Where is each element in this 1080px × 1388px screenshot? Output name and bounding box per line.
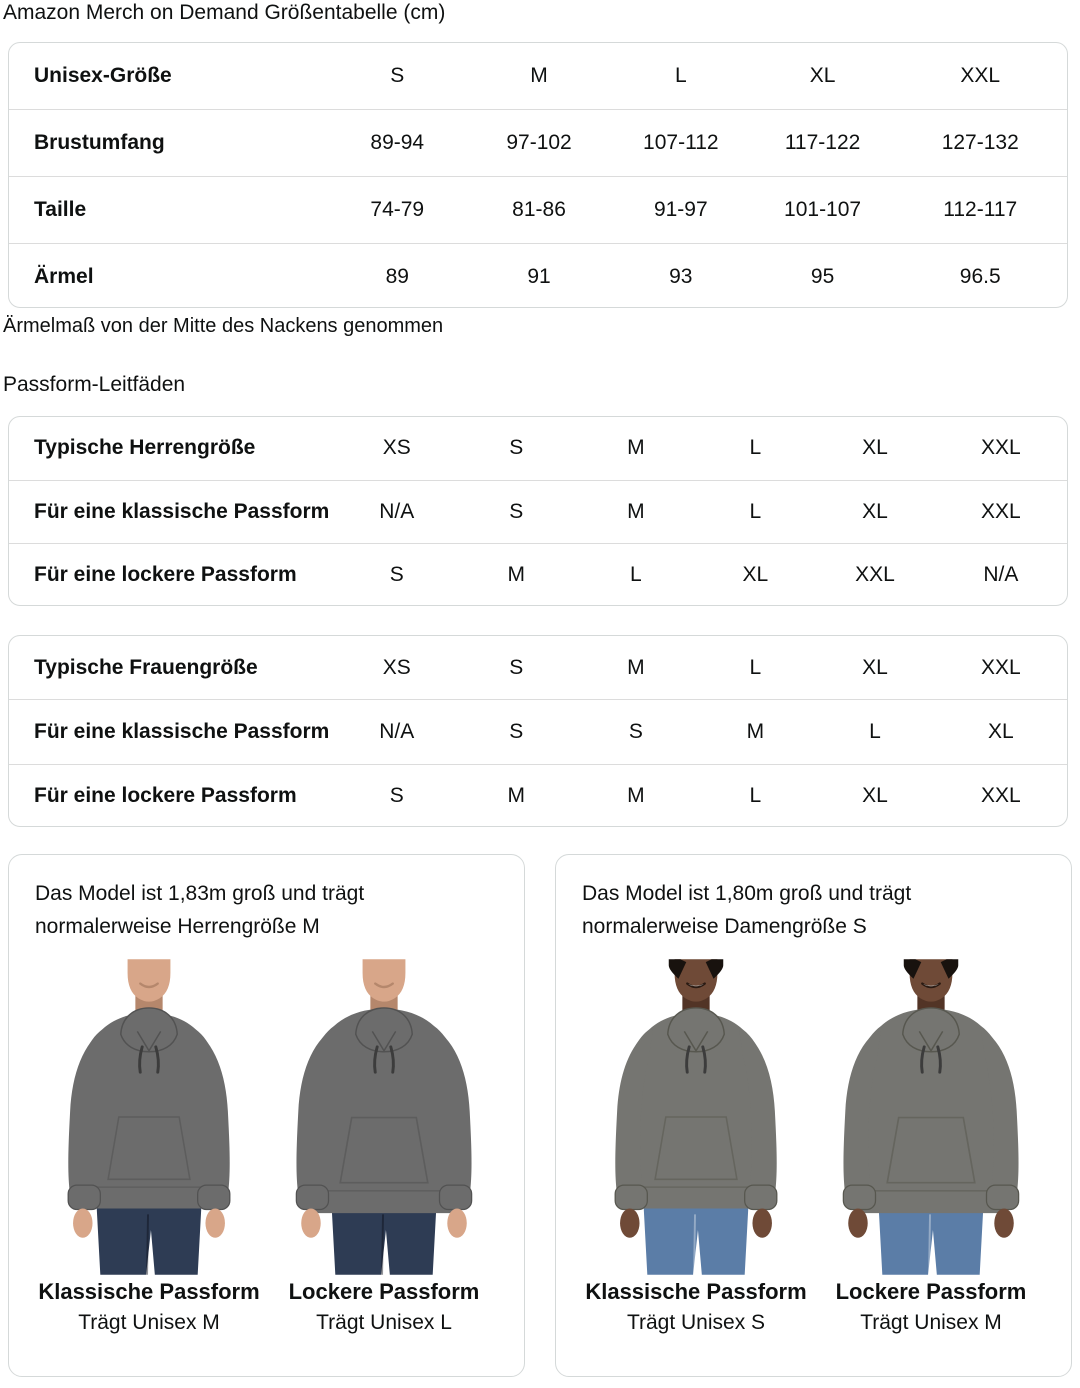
table-row <box>9 480 1067 544</box>
value-cell: XL <box>988 719 1014 743</box>
female-loose-model-photo <box>820 958 1042 1276</box>
mens-fit-table <box>8 416 1068 606</box>
value-cell: 81-86 <box>512 198 566 221</box>
value-cell: S <box>509 719 524 743</box>
value-cell: N/A <box>379 499 415 523</box>
size-label: Trägt Unisex M <box>78 1311 220 1334</box>
table-row <box>9 543 1067 606</box>
value-cell: M <box>746 719 765 743</box>
womens-fit-table <box>8 635 1068 827</box>
value-cell: 89 <box>385 265 409 288</box>
value-cell: L <box>869 719 881 743</box>
value-cell: XL <box>742 563 769 587</box>
value-cell: XS <box>382 655 411 679</box>
table-row <box>9 243 1067 308</box>
size-label: Trägt Unisex L <box>316 1311 452 1334</box>
loose-fit-figure <box>819 958 1044 1335</box>
value-cell: 107-112 <box>643 131 719 154</box>
value-cell: L <box>749 436 762 460</box>
value-cell: XXL <box>981 784 1021 808</box>
value-cell: 112-117 <box>943 198 1018 221</box>
table-row <box>9 43 1067 109</box>
row-label: Unisex-Größe <box>34 64 172 87</box>
classic-fit-figure <box>37 958 262 1335</box>
table-row <box>9 109 1067 176</box>
value-cell: 96.5 <box>959 265 1001 288</box>
size-header-cell: S <box>390 64 405 87</box>
row-label: Typische Herrengröße <box>34 436 256 460</box>
fit-label: Klassische Passform <box>585 1279 807 1304</box>
row-label: Brustumfang <box>34 131 165 154</box>
value-cell: 97-102 <box>506 131 572 154</box>
row-label: Typische Frauengröße <box>34 655 258 679</box>
table-row <box>9 636 1067 699</box>
model-figures <box>35 958 498 1335</box>
page-title: Amazon Merch on Demand Größentabelle (cm) <box>3 1 446 24</box>
male-classic-model-photo <box>38 958 260 1276</box>
value-cell: L <box>629 563 642 587</box>
value-cell: XXL <box>981 436 1021 460</box>
size-header-cell: M <box>530 64 548 87</box>
value-cell: 127-132 <box>941 131 1019 154</box>
value-cell: S <box>389 784 404 808</box>
row-label: Ärmel <box>34 265 94 288</box>
mens-model-card <box>8 854 525 1377</box>
size-label: Trägt Unisex S <box>626 1311 766 1334</box>
value-cell: S <box>628 719 643 743</box>
value-cell: L <box>749 784 762 808</box>
value-cell: M <box>627 499 645 523</box>
fit-label: Klassische Passform <box>38 1279 260 1304</box>
value-cell: XS <box>382 436 411 460</box>
value-cell: XXL <box>981 499 1021 523</box>
size-header-cell: XL <box>809 64 836 87</box>
value-cell: XL <box>862 436 888 460</box>
value-cell: 93 <box>669 265 693 288</box>
value-cell: 91 <box>527 265 551 288</box>
classic-fit-figure <box>584 958 809 1335</box>
table-row <box>9 176 1067 243</box>
model-description: Das Model ist 1,83m groß und trägt normalerweise Herrengröße M <box>35 882 365 938</box>
row-label: Für eine klassische Passform <box>34 499 330 523</box>
value-cell: N/A <box>983 563 1019 587</box>
value-cell: M <box>507 563 526 587</box>
loose-fit-figure <box>272 958 497 1335</box>
value-cell: S <box>509 499 524 523</box>
fit-guides-title: Passform-Leitfäden <box>3 373 186 396</box>
value-cell: M <box>627 436 645 460</box>
model-cards-row <box>8 854 1072 1377</box>
size-header-cell: XXL <box>960 64 1001 87</box>
table-row <box>9 417 1067 480</box>
value-cell: 91-97 <box>653 198 708 221</box>
value-cell: M <box>507 784 526 808</box>
model-description: Das Model ist 1,80m groß und trägt normalerweise Damengröße S <box>582 882 912 938</box>
unisex-size-table <box>8 42 1068 308</box>
female-classic-model-photo <box>585 958 807 1276</box>
value-cell: 117-122 <box>784 131 861 154</box>
model-figures <box>582 958 1045 1335</box>
table-row <box>9 764 1067 827</box>
size-label: Trägt Unisex M <box>860 1311 1002 1334</box>
row-label: Für eine lockere Passform <box>34 784 297 808</box>
row-label: Für eine klassische Passform <box>34 719 330 743</box>
value-cell: XXL <box>855 563 895 587</box>
size-header-cell: L <box>674 64 687 87</box>
value-cell: 101-107 <box>784 198 862 221</box>
value-cell: M <box>627 784 645 808</box>
value-cell: L <box>749 655 762 679</box>
row-label: Taille <box>34 198 87 221</box>
value-cell: S <box>509 655 524 679</box>
value-cell: L <box>749 499 762 523</box>
value-cell: S <box>389 563 404 587</box>
value-cell: XXL <box>981 655 1021 679</box>
male-loose-model-photo <box>273 958 495 1276</box>
value-cell: XL <box>862 499 888 523</box>
value-cell: XL <box>862 655 888 679</box>
value-cell: 74-79 <box>370 198 425 221</box>
value-cell: 89-94 <box>370 131 425 154</box>
fit-label: Lockere Passform <box>835 1279 1027 1304</box>
sleeve-measure-note: Ärmelmaß von der Mitte des Nackens genommen <box>3 315 444 337</box>
value-cell: 95 <box>810 265 835 288</box>
table-row <box>9 699 1067 763</box>
value-cell: S <box>509 436 524 460</box>
value-cell: M <box>627 655 645 679</box>
value-cell: XL <box>862 784 888 808</box>
row-label: Für eine lockere Passform <box>34 563 297 587</box>
value-cell: N/A <box>379 719 415 743</box>
womens-model-card <box>555 854 1072 1377</box>
fit-label: Lockere Passform <box>288 1279 480 1304</box>
